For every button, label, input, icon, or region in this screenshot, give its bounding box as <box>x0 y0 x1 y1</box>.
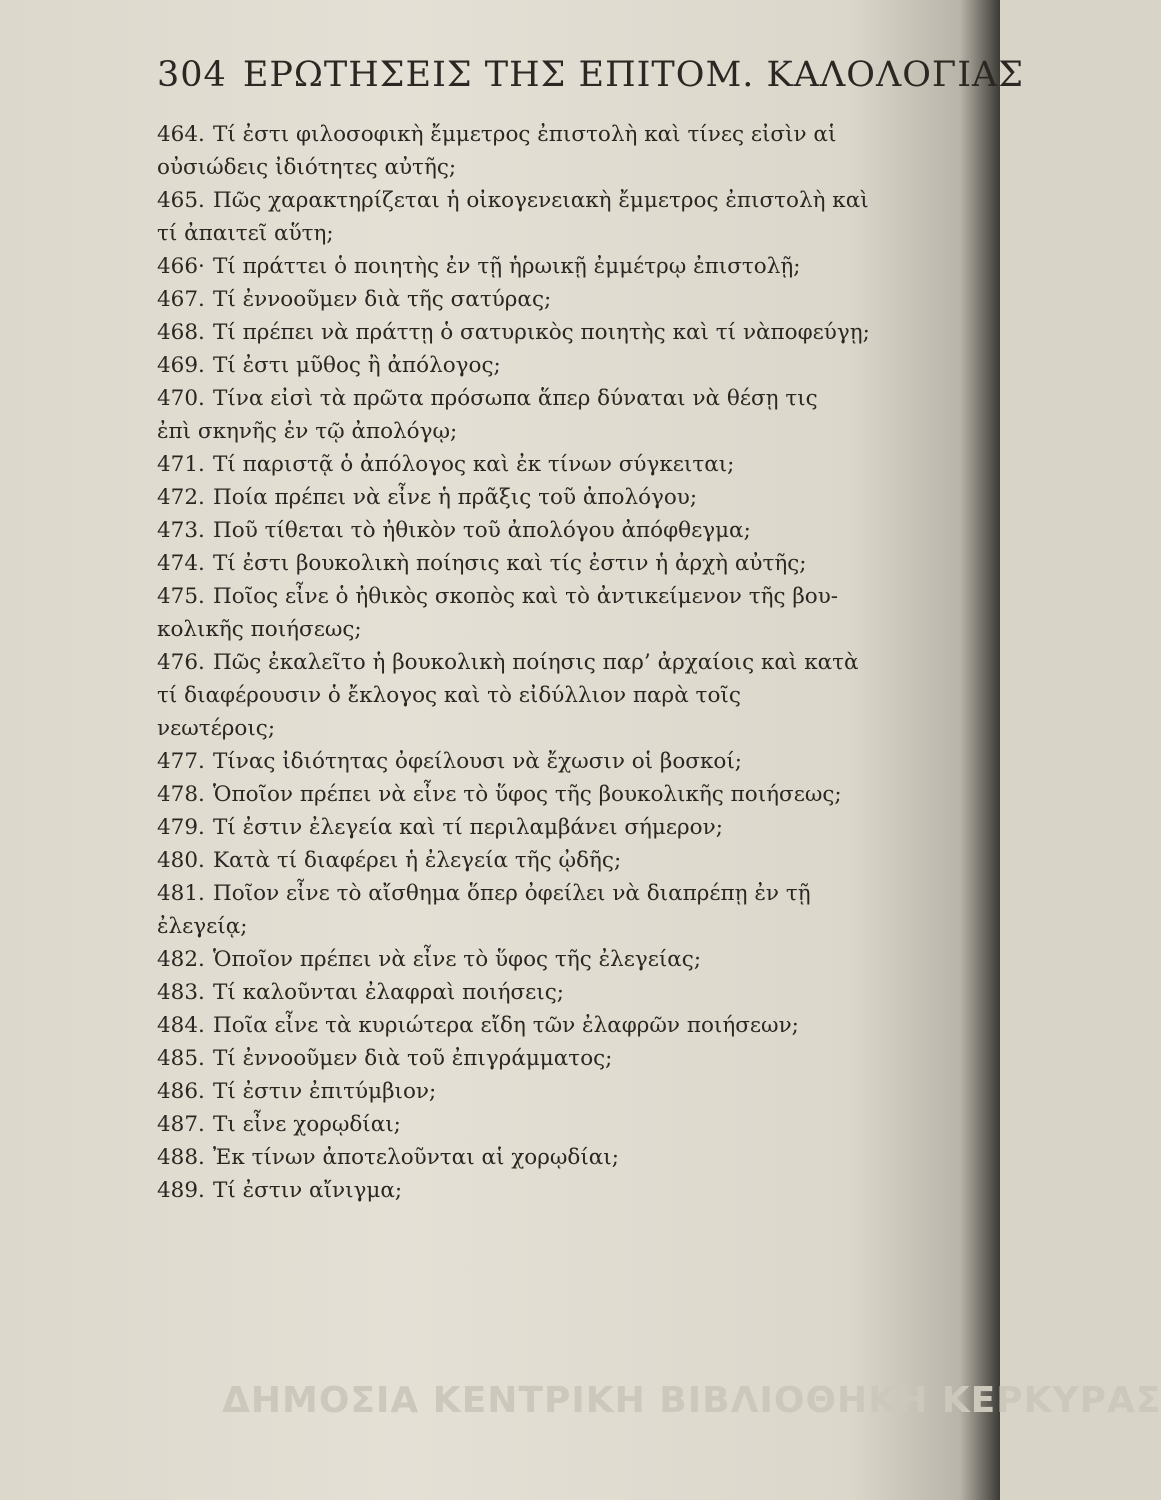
question-text: ἐλεγείᾳ; <box>157 914 248 939</box>
page-number: 304 <box>157 55 227 95</box>
question-text: Τί ἐστι βουκολικὴ ποίησις καὶ τίς ἐστιν ἡ ἀρχὴ αὐτῆς; <box>213 551 807 576</box>
question-text: Ποῖος εἶνε ὁ ἠθικὸς σκοπὸς καὶ τὸ ἀντικείμενον τῆς βου- <box>213 584 839 609</box>
question-text: νεωτέροις; <box>157 716 276 741</box>
question-number: 467. <box>157 287 205 312</box>
running-title: ΕΡΩΤΗΣΕΙΣ ΤΗΣ ΕΠΙΤΟΜ. ΚΑΛΟΛΟΓΙΑΣ <box>242 55 1025 95</box>
question-text: Ποῦ τίθεται τὸ ἠθικὸν τοῦ ἀπολόγου ἀπόφθεγμα; <box>213 518 751 543</box>
question-continuation-line <box>157 712 957 745</box>
question-item <box>157 943 957 976</box>
question-item <box>157 976 957 1009</box>
question-number: 464. <box>157 122 205 147</box>
question-text: Τί ἐστι μῦθος ἢ ἀπόλογος; <box>213 353 501 378</box>
question-item <box>157 745 957 778</box>
question-number: 479. <box>157 815 205 840</box>
question-continuation-line <box>157 217 957 250</box>
question-text: Τί ἐστι φιλοσοφικὴ ἔμμετρος ἐπιστολὴ καὶ τίνες εἰσὶν αἱ <box>213 122 837 147</box>
question-number: 484. <box>157 1013 205 1038</box>
question-item <box>157 1075 957 1108</box>
question-text: Ἐκ τίνων ἀποτελοῦνται αἱ χορῳδίαι; <box>213 1145 619 1170</box>
question-text: Τί πρέπει νὰ πράττῃ ὁ σατυρικὸς ποιητὴς καὶ τί νὰποφεύγῃ; <box>213 320 870 345</box>
question-item <box>157 1042 957 1075</box>
question-continuation-line <box>157 415 957 448</box>
question-number: 475. <box>157 584 205 609</box>
question-number: 466· <box>157 254 205 279</box>
question-number: 468. <box>157 320 205 345</box>
question-item <box>157 316 957 349</box>
question-item <box>157 547 957 580</box>
question-item <box>157 1108 957 1141</box>
question-text: Τί ἐννοοῦμεν διὰ τοῦ ἐπιγράμματος; <box>213 1046 613 1071</box>
question-text: Πῶς ἐκαλεῖτο ἡ βουκολικὴ ποίησις παρ’ ἀρχαίοις καὶ κατὰ <box>213 650 859 675</box>
question-item <box>157 1141 957 1174</box>
question-number: 485. <box>157 1046 205 1071</box>
question-text: Τί ἐστιν ἐπιτύμβιον; <box>213 1079 437 1104</box>
question-item <box>157 514 957 547</box>
question-item <box>157 646 957 679</box>
question-number: 482. <box>157 947 205 972</box>
question-continuation-line <box>157 151 957 184</box>
question-text: Τί ἐστιν αἴνιγμα; <box>213 1178 403 1203</box>
question-text: Πῶς χαρακτηρίζεται ἡ οἰκογενειακὴ ἔμμετρος ἐπιστολὴ καὶ <box>213 188 869 213</box>
question-item <box>157 250 957 283</box>
question-text: Ποία πρέπει νὰ εἶνε ἡ πρᾶξις τοῦ ἀπολόγου; <box>213 485 698 510</box>
question-text: Τί ἐστιν ἐλεγεία καὶ τί περιλαμβάνει σήμερον; <box>213 815 723 840</box>
question-continuation-line <box>157 613 957 646</box>
question-item <box>157 778 957 811</box>
question-text: Τί πράττει ὁ ποιητὴς ἐν τῇ ἡρωικῇ ἐμμέτρῳ ἐπιστολῇ; <box>213 254 801 279</box>
question-number: 481. <box>157 881 205 906</box>
question-text: τί ἀπαιτεῖ αὕτη; <box>157 221 334 246</box>
question-continuation-line <box>157 679 957 712</box>
question-item <box>157 118 957 151</box>
question-number: 474. <box>157 551 205 576</box>
question-number: 469. <box>157 353 205 378</box>
question-text: κολικῆς ποιήσεως; <box>157 617 362 642</box>
question-item <box>157 1009 957 1042</box>
question-text: Τί καλοῦνται ἐλαφραὶ ποιήσεις; <box>213 980 565 1005</box>
question-number: 465. <box>157 188 205 213</box>
question-text: Ὁποῖον πρέπει νὰ εἶνε τὸ ὕφος τῆς βουκολικῆς ποιήσεως; <box>213 782 842 807</box>
question-item <box>157 448 957 481</box>
question-item <box>157 283 957 316</box>
question-item <box>157 811 957 844</box>
question-number: 476. <box>157 650 205 675</box>
question-item <box>157 184 957 217</box>
question-number: 472. <box>157 485 205 510</box>
question-number: 470. <box>157 386 205 411</box>
question-number: 483. <box>157 980 205 1005</box>
question-text: Τι εἶνε χορῳδίαι; <box>213 1112 401 1137</box>
question-list <box>157 118 957 1207</box>
question-text: ἐπὶ σκηνῆς ἐν τῷ ἀπολόγῳ; <box>157 419 458 444</box>
question-text: Τί ἐννοοῦμεν διὰ τῆς σατύρας; <box>213 287 552 312</box>
question-item <box>157 1174 957 1207</box>
question-text: Ποῖα εἶνε τὰ κυριώτερα εἴδη τῶν ἐλαφρῶν ποιήσεων; <box>213 1013 799 1038</box>
question-text: Τίνα εἰσὶ τὰ πρῶτα πρόσωπα ἅπερ δύναται νὰ θέσῃ τις <box>213 386 818 411</box>
question-number: 478. <box>157 782 205 807</box>
question-item <box>157 580 957 613</box>
question-number: 486. <box>157 1079 205 1104</box>
question-number: 480. <box>157 848 205 873</box>
question-text: Τίνας ἰδιότητας ὀφείλουσι νὰ ἔχωσιν οἱ βοσκοί; <box>213 749 743 774</box>
question-item <box>157 481 957 514</box>
question-number: 477. <box>157 749 205 774</box>
question-item <box>157 349 957 382</box>
question-text: οὐσιώδεις ἰδιότητες αὐτῆς; <box>157 155 457 180</box>
question-text: Ὁποῖον πρέπει νὰ εἶνε τὸ ὕφος τῆς ἐλεγείας; <box>213 947 702 972</box>
question-item <box>157 844 957 877</box>
question-text: Τί παριστᾷ ὁ ἀπόλογος καὶ ἐκ τίνων σύγκειται; <box>213 452 735 477</box>
library-stamp: ΔΗΜΟΣΙΑ ΚΕΝΤΡΙΚΗ ΒΙΒΛΙΟΘΗΚΗ ΚΕΡΚΥΡΑΣ <box>222 1380 1161 1421</box>
question-item <box>157 382 957 415</box>
question-number: 489. <box>157 1178 205 1203</box>
question-text: τί διαφέρουσιν ὁ ἔκλογος καὶ τὸ εἰδύλλιον παρὰ τοῖς <box>157 683 741 708</box>
question-text: Ποῖον εἶνε τὸ αἴσθημα ὅπερ ὀφείλει νὰ διαπρέπῃ ἐν τῇ <box>213 881 811 906</box>
question-number: 471. <box>157 452 205 477</box>
question-number: 488. <box>157 1145 205 1170</box>
question-item <box>157 877 957 910</box>
question-continuation-line <box>157 910 957 943</box>
question-number: 473. <box>157 518 205 543</box>
page-header <box>157 55 1025 95</box>
question-number: 487. <box>157 1112 205 1137</box>
question-text: Κατὰ τί διαφέρει ἡ ἐλεγεία τῆς ᾠδῆς; <box>213 848 622 873</box>
